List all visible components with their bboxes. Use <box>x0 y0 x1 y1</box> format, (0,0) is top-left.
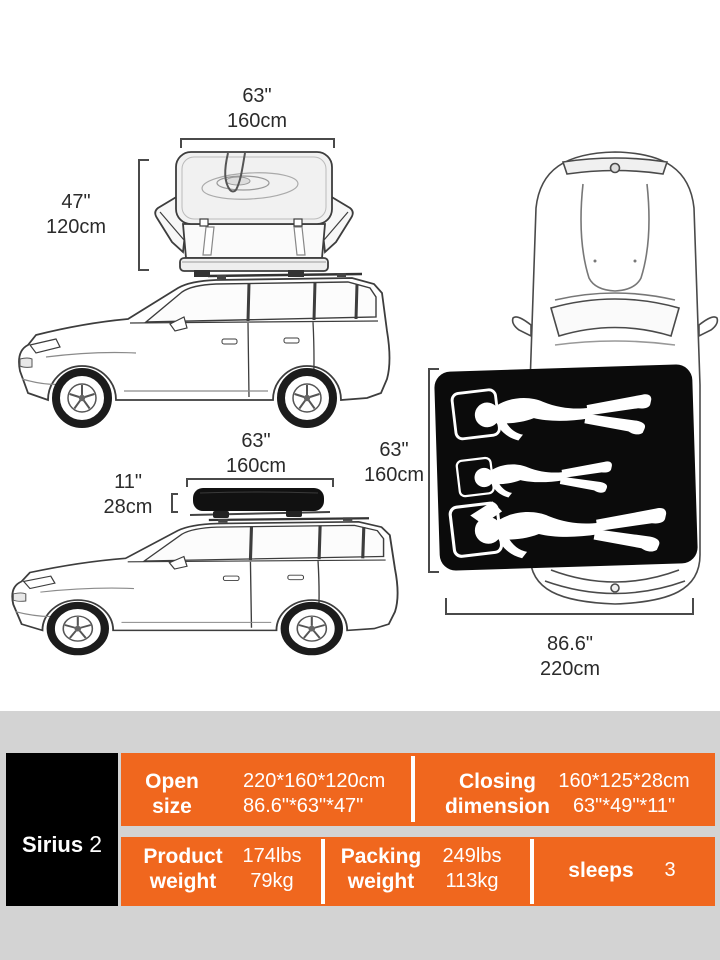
closing-dimension-label: Closing dimension <box>444 770 550 818</box>
product-name-cell <box>6 753 118 906</box>
open-size-value: 220*160*120cm 86.6"*63"*47" <box>243 770 386 817</box>
packing-weight-value: 249lbs 113kg <box>442 845 502 892</box>
suv-side-view-open <box>19 273 390 424</box>
product-name: Sirius 2 <box>21 831 103 857</box>
product-weight-label: Product weight <box>143 845 223 893</box>
tent-length-label: 63" 160cm <box>363 439 425 486</box>
closed-width-label: 63" 160cm <box>225 430 287 477</box>
closing-dimension-value: 160*125*28cm 63"*49"*11" <box>558 770 690 817</box>
sleeps-value: 3 <box>664 859 676 881</box>
row1-divider <box>411 756 415 822</box>
rooftop-tent-open <box>155 152 353 277</box>
spec-table <box>0 711 720 960</box>
sleeps-label: sleeps <box>568 859 634 882</box>
rooftop-tent-closed <box>190 488 330 518</box>
open-size-label: Open size <box>145 770 199 818</box>
suv-side-view-closed <box>12 517 397 651</box>
row2-divider-2 <box>530 839 534 904</box>
product-weight-value: 174lbs 79kg <box>242 845 302 892</box>
open-width-label: 63" 160cm <box>226 85 288 132</box>
packing-weight-label: Packing weight <box>340 845 422 893</box>
sleeping-capacity-icon <box>434 364 698 571</box>
open-height-label: 47" 120cm <box>45 191 107 238</box>
car-length-label: 86.6" 220cm <box>539 633 601 680</box>
closed-height-label: 11" 28cm <box>103 471 153 518</box>
